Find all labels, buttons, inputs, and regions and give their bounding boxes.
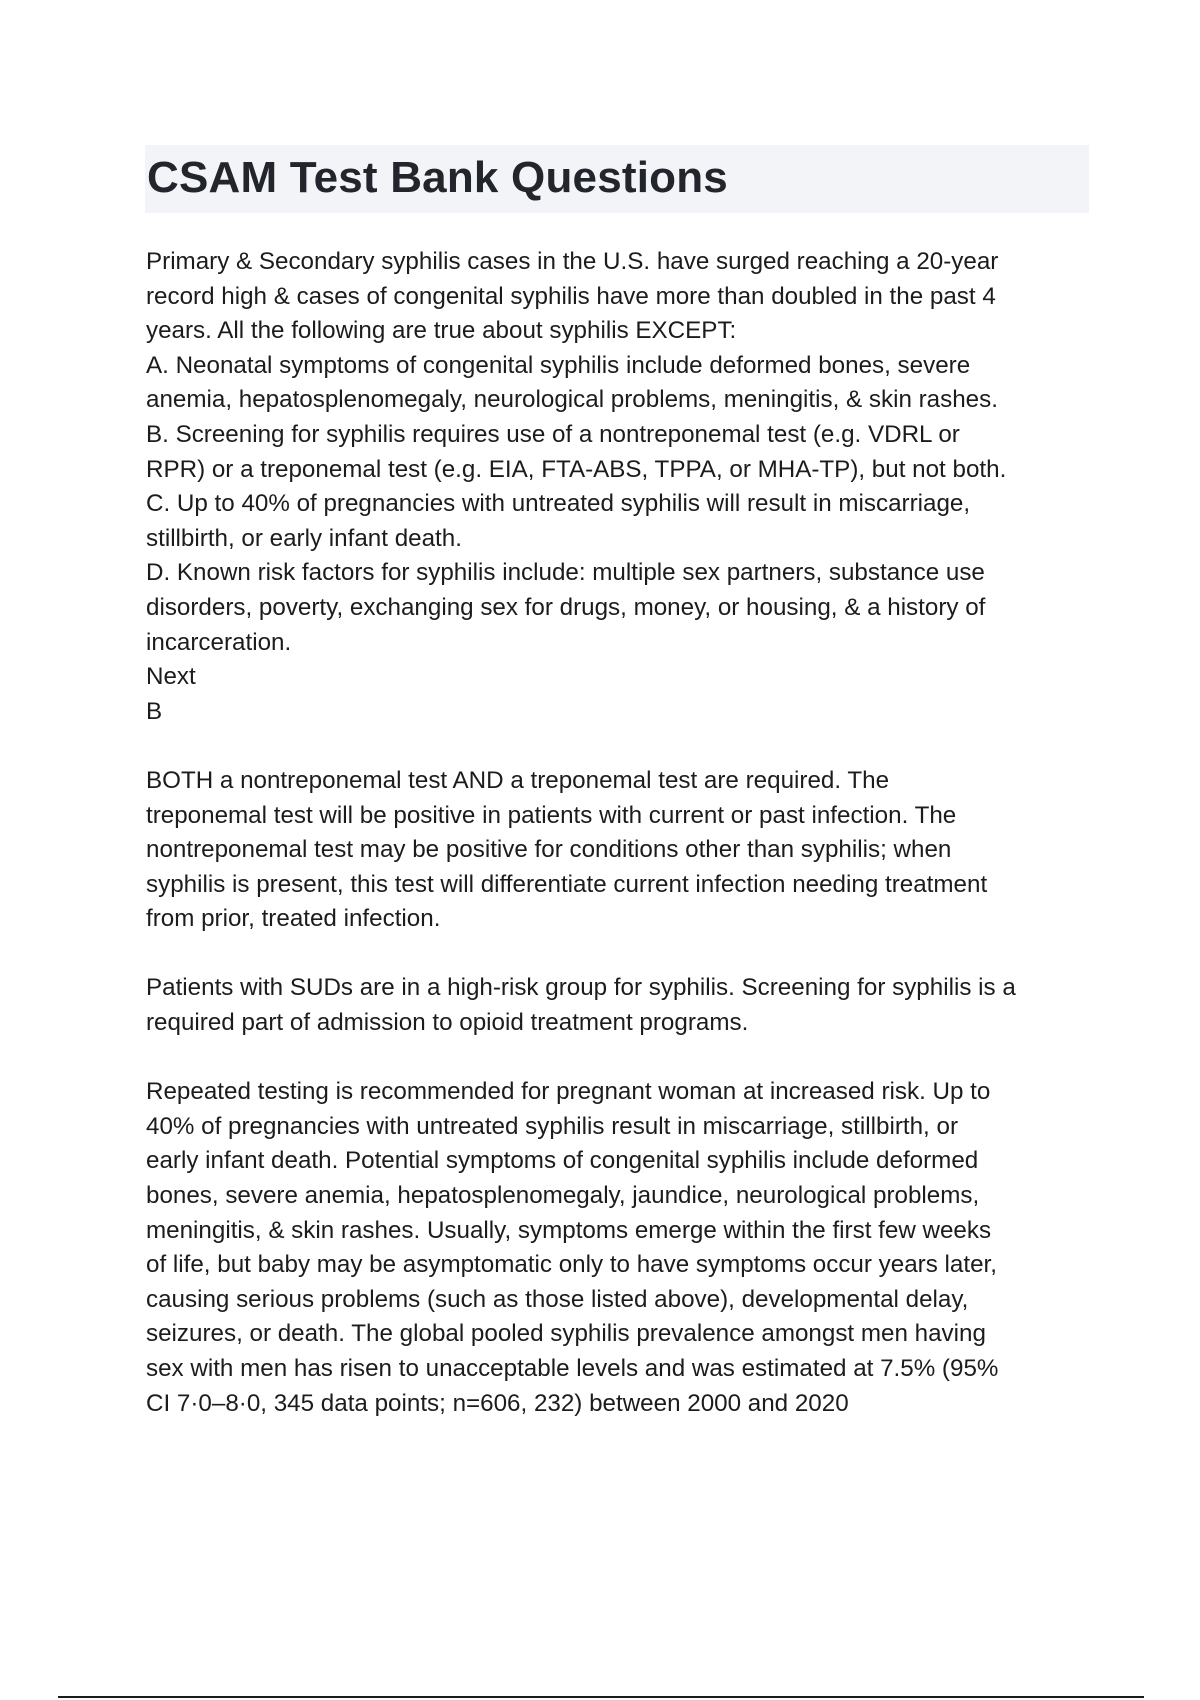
option-line: RPR) or a treponemal test (e.g. EIA, FTA-ABS, TPPA, or MHA-TP), but not both.: [146, 455, 1007, 483]
option-line: B. Screening for syphilis requires use of a nontreponemal test (e.g. VDRL or: [146, 420, 960, 448]
option-line: disorders, poverty, exchanging sex for drugs, money, or housing, & a history of: [146, 593, 986, 621]
explanation-line: from prior, treated infection.: [146, 905, 441, 933]
spacer: [146, 1041, 1106, 1076]
option-line: incarceration.: [146, 628, 292, 656]
explanation-line: CI 7·0–8·0, 345 data points; n=606, 232) between 2000 and 2020: [146, 1389, 849, 1417]
footer-divider: [58, 1696, 1144, 1698]
document-body: [146, 245, 1106, 1421]
explanation-paragraph-3: [146, 1075, 1106, 1421]
explanation-line: Repeated testing is recommended for pregnant woman at increased risk. Up to: [146, 1078, 991, 1106]
explanation-line: early infant death. Potential symptoms of congenital syphilis include deformed: [146, 1147, 979, 1175]
option-c: [146, 487, 1106, 556]
answer-letter: B: [146, 697, 163, 725]
explanation-line: BOTH a nontreponemal test AND a treponemal test are required. The: [146, 766, 890, 794]
option-a: [146, 349, 1106, 418]
option-line: A. Neonatal symptoms of congenital syphilis include deformed bones, severe: [146, 351, 971, 379]
stem-line: record high & cases of congenital syphilis have more than doubled in the past 4: [146, 282, 996, 310]
explanation-line: required part of admission to opioid treatment programs.: [146, 1009, 749, 1037]
explanation-line: bones, severe anemia, hepatosplenomegaly, jaundice, neurological problems,: [146, 1182, 980, 1210]
title-banner: [145, 145, 1089, 213]
spacer: [146, 729, 1106, 764]
stem-line: Primary & Secondary syphilis cases in the U.S. have surged reaching a 20-year: [146, 248, 999, 275]
explanation-line: sex with men has risen to unacceptable levels and was estimated at 7.5% (95%: [146, 1355, 999, 1382]
option-b: [146, 418, 1106, 487]
explanation-line: treponemal test will be positive in patients with current or past infection. The: [146, 801, 957, 829]
option-d: [146, 556, 1106, 660]
spacer: [146, 937, 1106, 972]
explanation-line: causing serious problems (such as those listed above), developmental delay,: [146, 1285, 969, 1313]
stem-line: years. All the following are true about syphilis EXCEPT:: [146, 317, 737, 345]
explanation-line: Patients with SUDs are in a high-risk group for syphilis. Screening for syphilis is a: [146, 974, 1016, 1002]
explanation-line: meningitis, & skin rashes. Usually, symptoms emerge within the first few weeks: [146, 1216, 992, 1244]
explanation-line: syphilis is present, this test will differentiate current infection needing treatment: [146, 870, 988, 898]
option-line: anemia, hepatosplenomegaly, neurological problems, meningitis, & skin rashes.: [146, 386, 998, 414]
explanation-paragraph-1: [146, 764, 1106, 937]
next-label: Next: [146, 663, 196, 691]
explanation-line: of life, but baby may be asymptomatic only to have symptoms occur years later,: [146, 1251, 997, 1279]
explanation-paragraph-2: [146, 971, 1106, 1040]
explanation-line: 40% of pregnancies with untreated syphilis result in miscarriage, stillbirth, or: [146, 1112, 958, 1140]
option-line: C. Up to 40% of pregnancies with untreated syphilis will result in miscarriage,: [146, 490, 971, 518]
page-title: CSAM Test Bank Questions: [147, 153, 728, 202]
explanation-line: nontreponemal test may be positive for conditions other than syphilis; when: [146, 836, 952, 864]
option-line: stillbirth, or early infant death.: [146, 524, 462, 552]
question-stem: [146, 245, 1106, 349]
option-line: D. Known risk factors for syphilis include: multiple sex partners, substance use: [146, 559, 985, 587]
explanation-line: seizures, or death. The global pooled syphilis prevalence amongst men having: [146, 1320, 986, 1348]
